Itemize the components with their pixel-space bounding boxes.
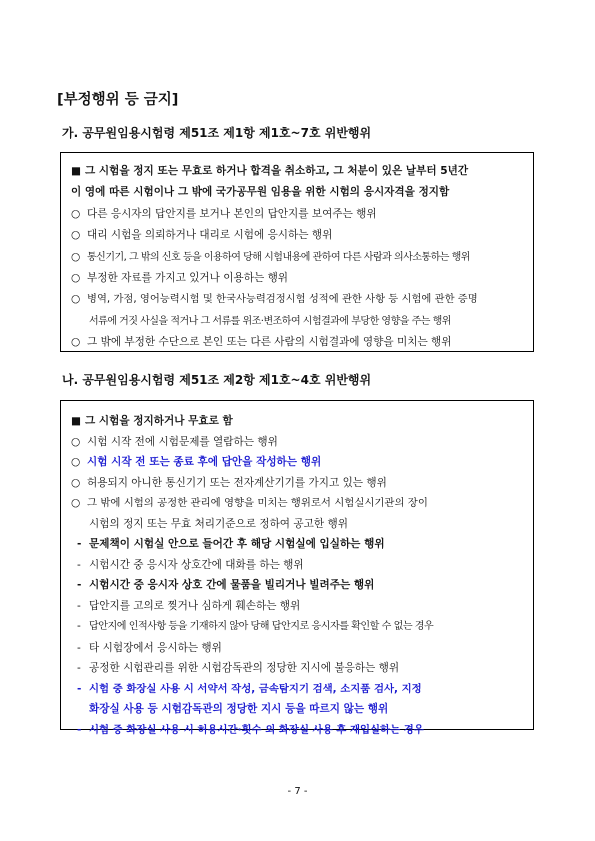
list-item: ○ 허용되지 아니한 통신기기 또는 전자계산기기를 가지고 있는 행위: [71, 473, 525, 494]
dash-bullet-icon: -: [77, 538, 82, 550]
list-item-highlighted: ○ 시험 시작 전 또는 종료 후에 답안을 작성하는 행위: [71, 452, 525, 473]
circle-bullet-icon: ○: [71, 229, 81, 242]
list-item: ○ 대리 시험을 의뢰하거나 대리로 시험에 응시하는 행위: [71, 225, 525, 246]
dash-item: - 시험시간 중 응시자 상호간에 대화를 하는 행위: [71, 555, 525, 576]
circle-bullet-icon: ○: [71, 497, 81, 509]
dash-bullet-icon: -: [77, 620, 81, 632]
circle-bullet-icon: ○: [71, 456, 81, 468]
list-item: ○ 부정한 자료를 가지고 있거나 이용하는 행위: [71, 268, 525, 289]
list-item: ○ 다른 응시자의 답안지를 보거나 본인의 답안지를 보여주는 행위: [71, 204, 525, 225]
dash-bullet-icon: -: [77, 662, 81, 674]
circle-bullet-icon: ○: [71, 207, 81, 220]
list-item: ○ 병역, 가점, 영어능력시험 및 한국사능력검정시험 성적에 관한 사항 등 시험에 관한 증명: [71, 289, 525, 310]
list-item: ○ 그 밖에 부정한 수단으로 본인 또는 다른 사람의 시험결과에 영향을 미치는 행위: [71, 332, 525, 353]
circle-bullet-icon: ○: [71, 476, 81, 489]
circle-bullet-icon: ○: [71, 336, 81, 349]
rule-box-a: [60, 152, 534, 352]
page-number: - 7 -: [287, 786, 308, 797]
dash-item: - 문제책이 시험실 안으로 들어간 후 해당 시험실에 입실하는 행위: [71, 534, 525, 555]
dash-item: - 공정한 시험관리를 위한 시험감독관의 정당한 지시에 불응하는 행위: [71, 658, 525, 679]
list-item-cont: 서류에 거짓 사실을 적거나 그 서류를 위조·변조하여 시험결과에 부당한 영향을 주는 행위: [89, 315, 451, 327]
square-bullet-icon: ■: [71, 415, 82, 427]
dash-bullet-icon: -: [77, 682, 82, 695]
list-item: ○ 그 밖에 시험의 공정한 관리에 영향을 미치는 행위로서 시험실시기관의 장이: [71, 493, 525, 514]
box-a-header: ■ 그 시험을 정지 또는 무효로 하거나 합격을 취소하고, 그 처분이 있은 날부터 5년간: [71, 161, 525, 182]
dash-bullet-icon: -: [77, 579, 82, 591]
box-a-header-cont: 이 영에 따른 시험이나 그 밖에 국가공무원 임용을 위한 시험의 응시자격을 정지함: [71, 186, 450, 199]
section-title: [부정행위 등 금지]: [57, 92, 179, 108]
dash-bullet-icon: -: [77, 599, 81, 612]
circle-bullet-icon: ○: [71, 435, 81, 448]
dash-item-highlighted: - 시험 중 화장실 사용 시 허용시간·횟수 외 화장실 사용 후 재입실하는 경우: [71, 720, 525, 741]
dash-item-highlighted-cont: 화장실 사용 등 시험감독관의 정당한 지시 등을 따르지 않는 행위: [89, 703, 389, 715]
dash-bullet-icon: -: [77, 723, 82, 736]
dash-item-highlighted: - 시험 중 화장실 사용 시 서약서 작성, 금속탐지기 검색, 소지품 검사, 지정: [71, 679, 525, 700]
circle-bullet-icon: ○: [71, 272, 81, 285]
subsection-a-title: 가. 공무원임용시험령 제51조 제1항 제1호~7호 위반행위: [62, 126, 372, 140]
dash-item: - 타 시험장에서 응시하는 행위: [71, 638, 525, 659]
subsection-b-title: 나. 공무원임용시험령 제51조 제2항 제1호~4호 위반행위: [62, 373, 372, 387]
box-b-header: ■ 그 시험을 정지하거나 무효로 함: [71, 411, 525, 432]
list-item: ○ 시험 시작 전에 시험문제를 열람하는 행위: [71, 432, 525, 453]
dash-bullet-icon: -: [77, 641, 81, 654]
dash-item: - 답안지에 인적사항 등을 기재하지 않아 당해 답안지로 응시자를 확인할 수 없는 경우: [71, 616, 525, 638]
circle-bullet-icon: ○: [71, 293, 81, 306]
square-bullet-icon: ■: [71, 165, 82, 177]
rule-box-b: [60, 400, 534, 736]
dash-item: - 답안지를 고의로 찢거나 심하게 훼손하는 행위: [71, 596, 525, 617]
dash-item: - 시험시간 중 응시자 상호 간에 물품을 빌리거나 빌려주는 행위: [71, 575, 525, 596]
dash-bullet-icon: -: [77, 558, 81, 571]
list-item: ○ 통신기기, 그 밖의 신호 등을 이용하여 당해 시험내용에 관하여 다른 사람과 의사소통하는 행위: [71, 247, 525, 268]
list-item-cont: 시험의 정지 또는 무효 처리기준으로 정하여 공고한 행위: [89, 517, 348, 530]
circle-bullet-icon: ○: [71, 250, 80, 263]
